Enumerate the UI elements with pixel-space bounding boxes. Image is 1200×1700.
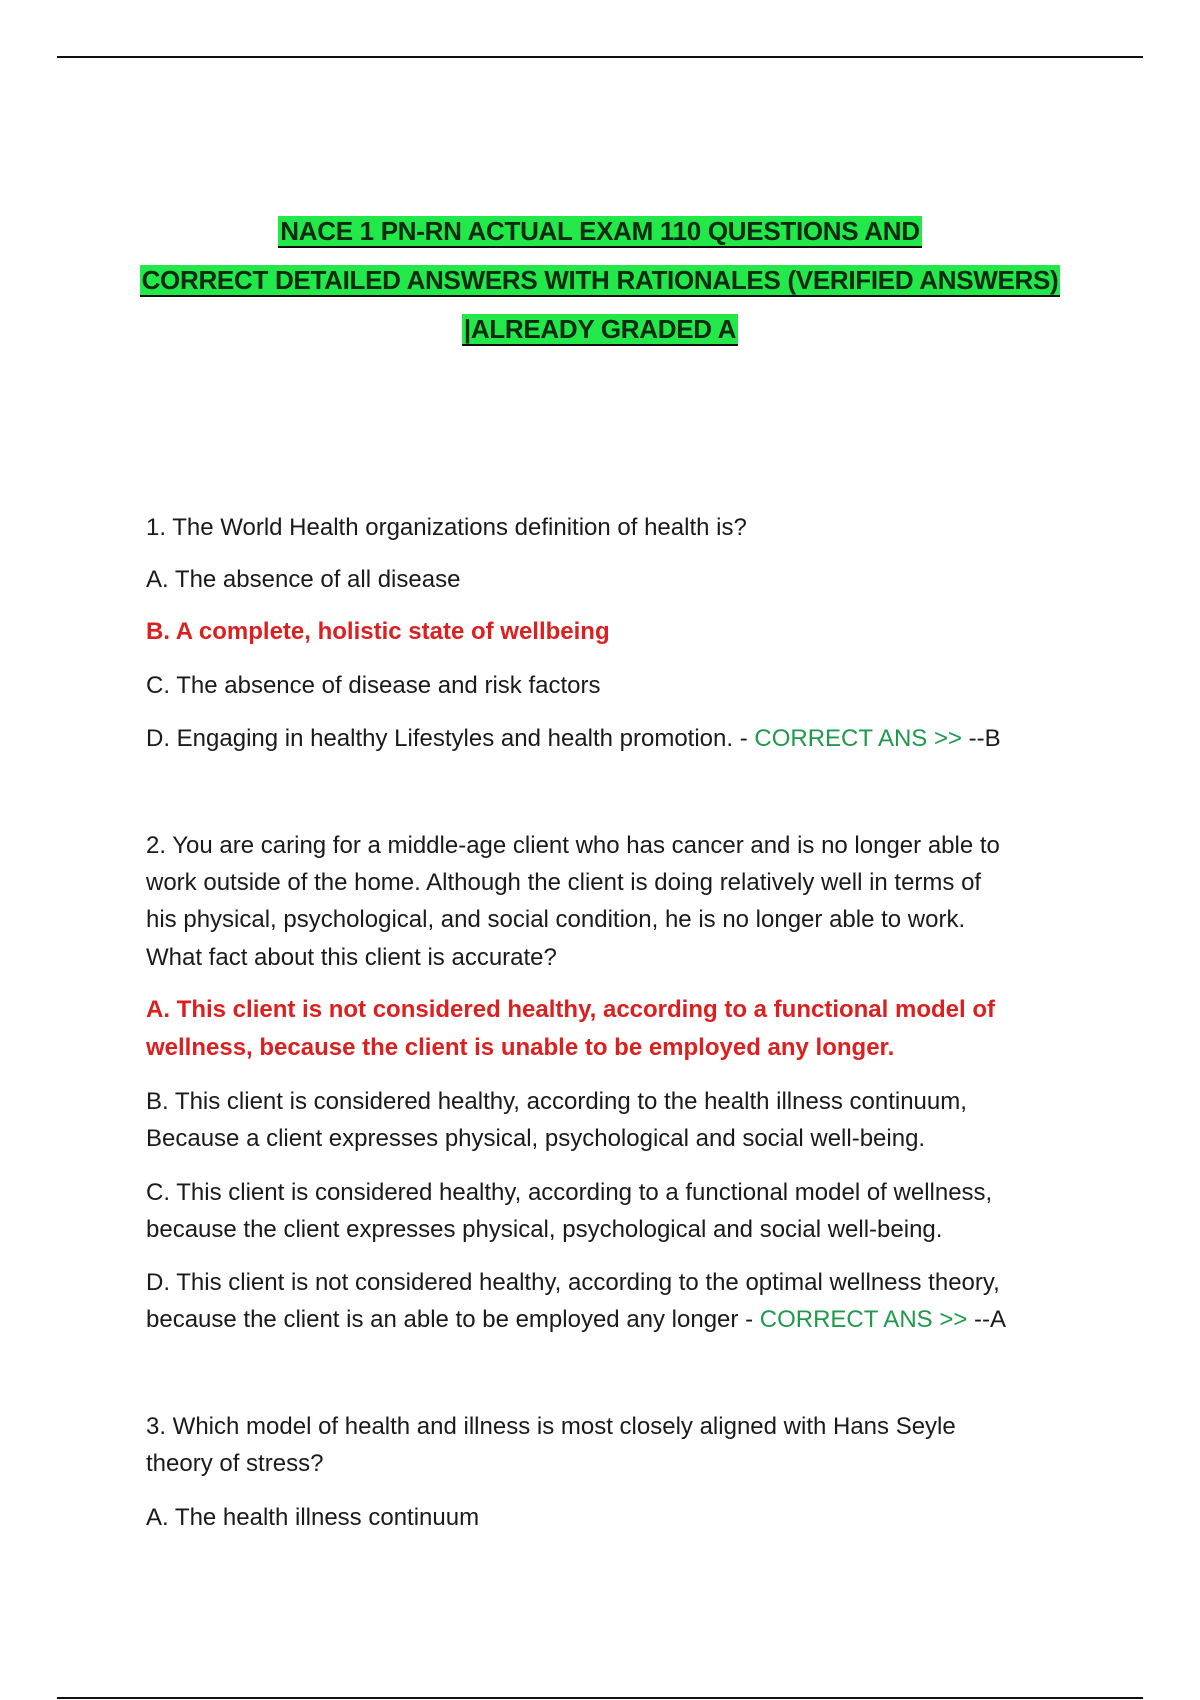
q2-correct-label: CORRECT ANS >>: [759, 1306, 968, 1333]
q3-question-line-2: theory of stress?: [146, 1450, 324, 1477]
document-title-line-3: |ALREADY GRADED A: [463, 314, 737, 344]
q2-correct-value: --A: [974, 1306, 1007, 1333]
q1-option-d: [146, 720, 1086, 757]
q2-question-line-4: What fact about this client is accurate?: [146, 944, 557, 971]
q1-option-b-correct: B. A complete, holistic state of wellbeing: [146, 618, 610, 645]
q1-question: 1. The World Health organizations definition of health is?: [146, 514, 747, 541]
q2-option-a-line-2: wellness, because the client is unable to be employed any longer.: [146, 1034, 895, 1061]
q2-option-c-line-2: because the client expresses physical, psychological and social well-being.: [146, 1216, 943, 1243]
q2-option-a-line-1: A. This client is not considered healthy, according to a functional model of: [146, 996, 995, 1023]
document-title-line-2: CORRECT DETAILED ANSWERS WITH RATIONALES (VERIFIED ANSWERS): [141, 265, 1059, 295]
q2-question-line-2: work outside of the home. Although the client is doing relatively well in terms of: [146, 869, 982, 896]
q3-question-line-1: 3. Which model of health and illness is most closely aligned with Hans Seyle: [146, 1413, 956, 1440]
q2-option-d-line-1: D. This client is not considered healthy, according to the optimal wellness theory,: [146, 1269, 1000, 1296]
q1-correct-label: CORRECT ANS >>: [754, 725, 962, 752]
top-rule: [57, 56, 1143, 58]
q1-option-a: A. The absence of all disease: [146, 566, 461, 593]
q2-option-c-line-1: C. This client is considered healthy, according to a functional model of wellness,: [146, 1179, 993, 1206]
q2-option-b-line-1: B. This client is considered healthy, according to the health illness continuum,: [146, 1088, 967, 1115]
q1-correct-value: --B: [968, 725, 1001, 752]
q2-option-b-line-2: Because a client expresses physical, psychological and social well-being.: [146, 1125, 926, 1152]
q2-question-line-3: his physical, psychological, and social condition, he is no longer able to work.: [146, 906, 966, 933]
q1-option-d-text: D. Engaging in healthy Lifestyles and health promotion. -: [146, 725, 748, 752]
q2-option-d-line-2-text: because the client is an able to be employed any longer -: [146, 1306, 754, 1333]
q2-option-d-line-2: [146, 1301, 1086, 1338]
document-title-line-1: NACE 1 PN-RN ACTUAL EXAM 110 QUESTIONS AND: [280, 216, 920, 246]
bottom-rule: [57, 1697, 1143, 1699]
q3-option-a: A. The health illness continuum: [146, 1504, 480, 1531]
q1-option-c: C. The absence of disease and risk factors: [146, 672, 601, 699]
q2-question-line-1: 2. You are caring for a middle-age client who has cancer and is no longer able to: [146, 832, 1000, 859]
